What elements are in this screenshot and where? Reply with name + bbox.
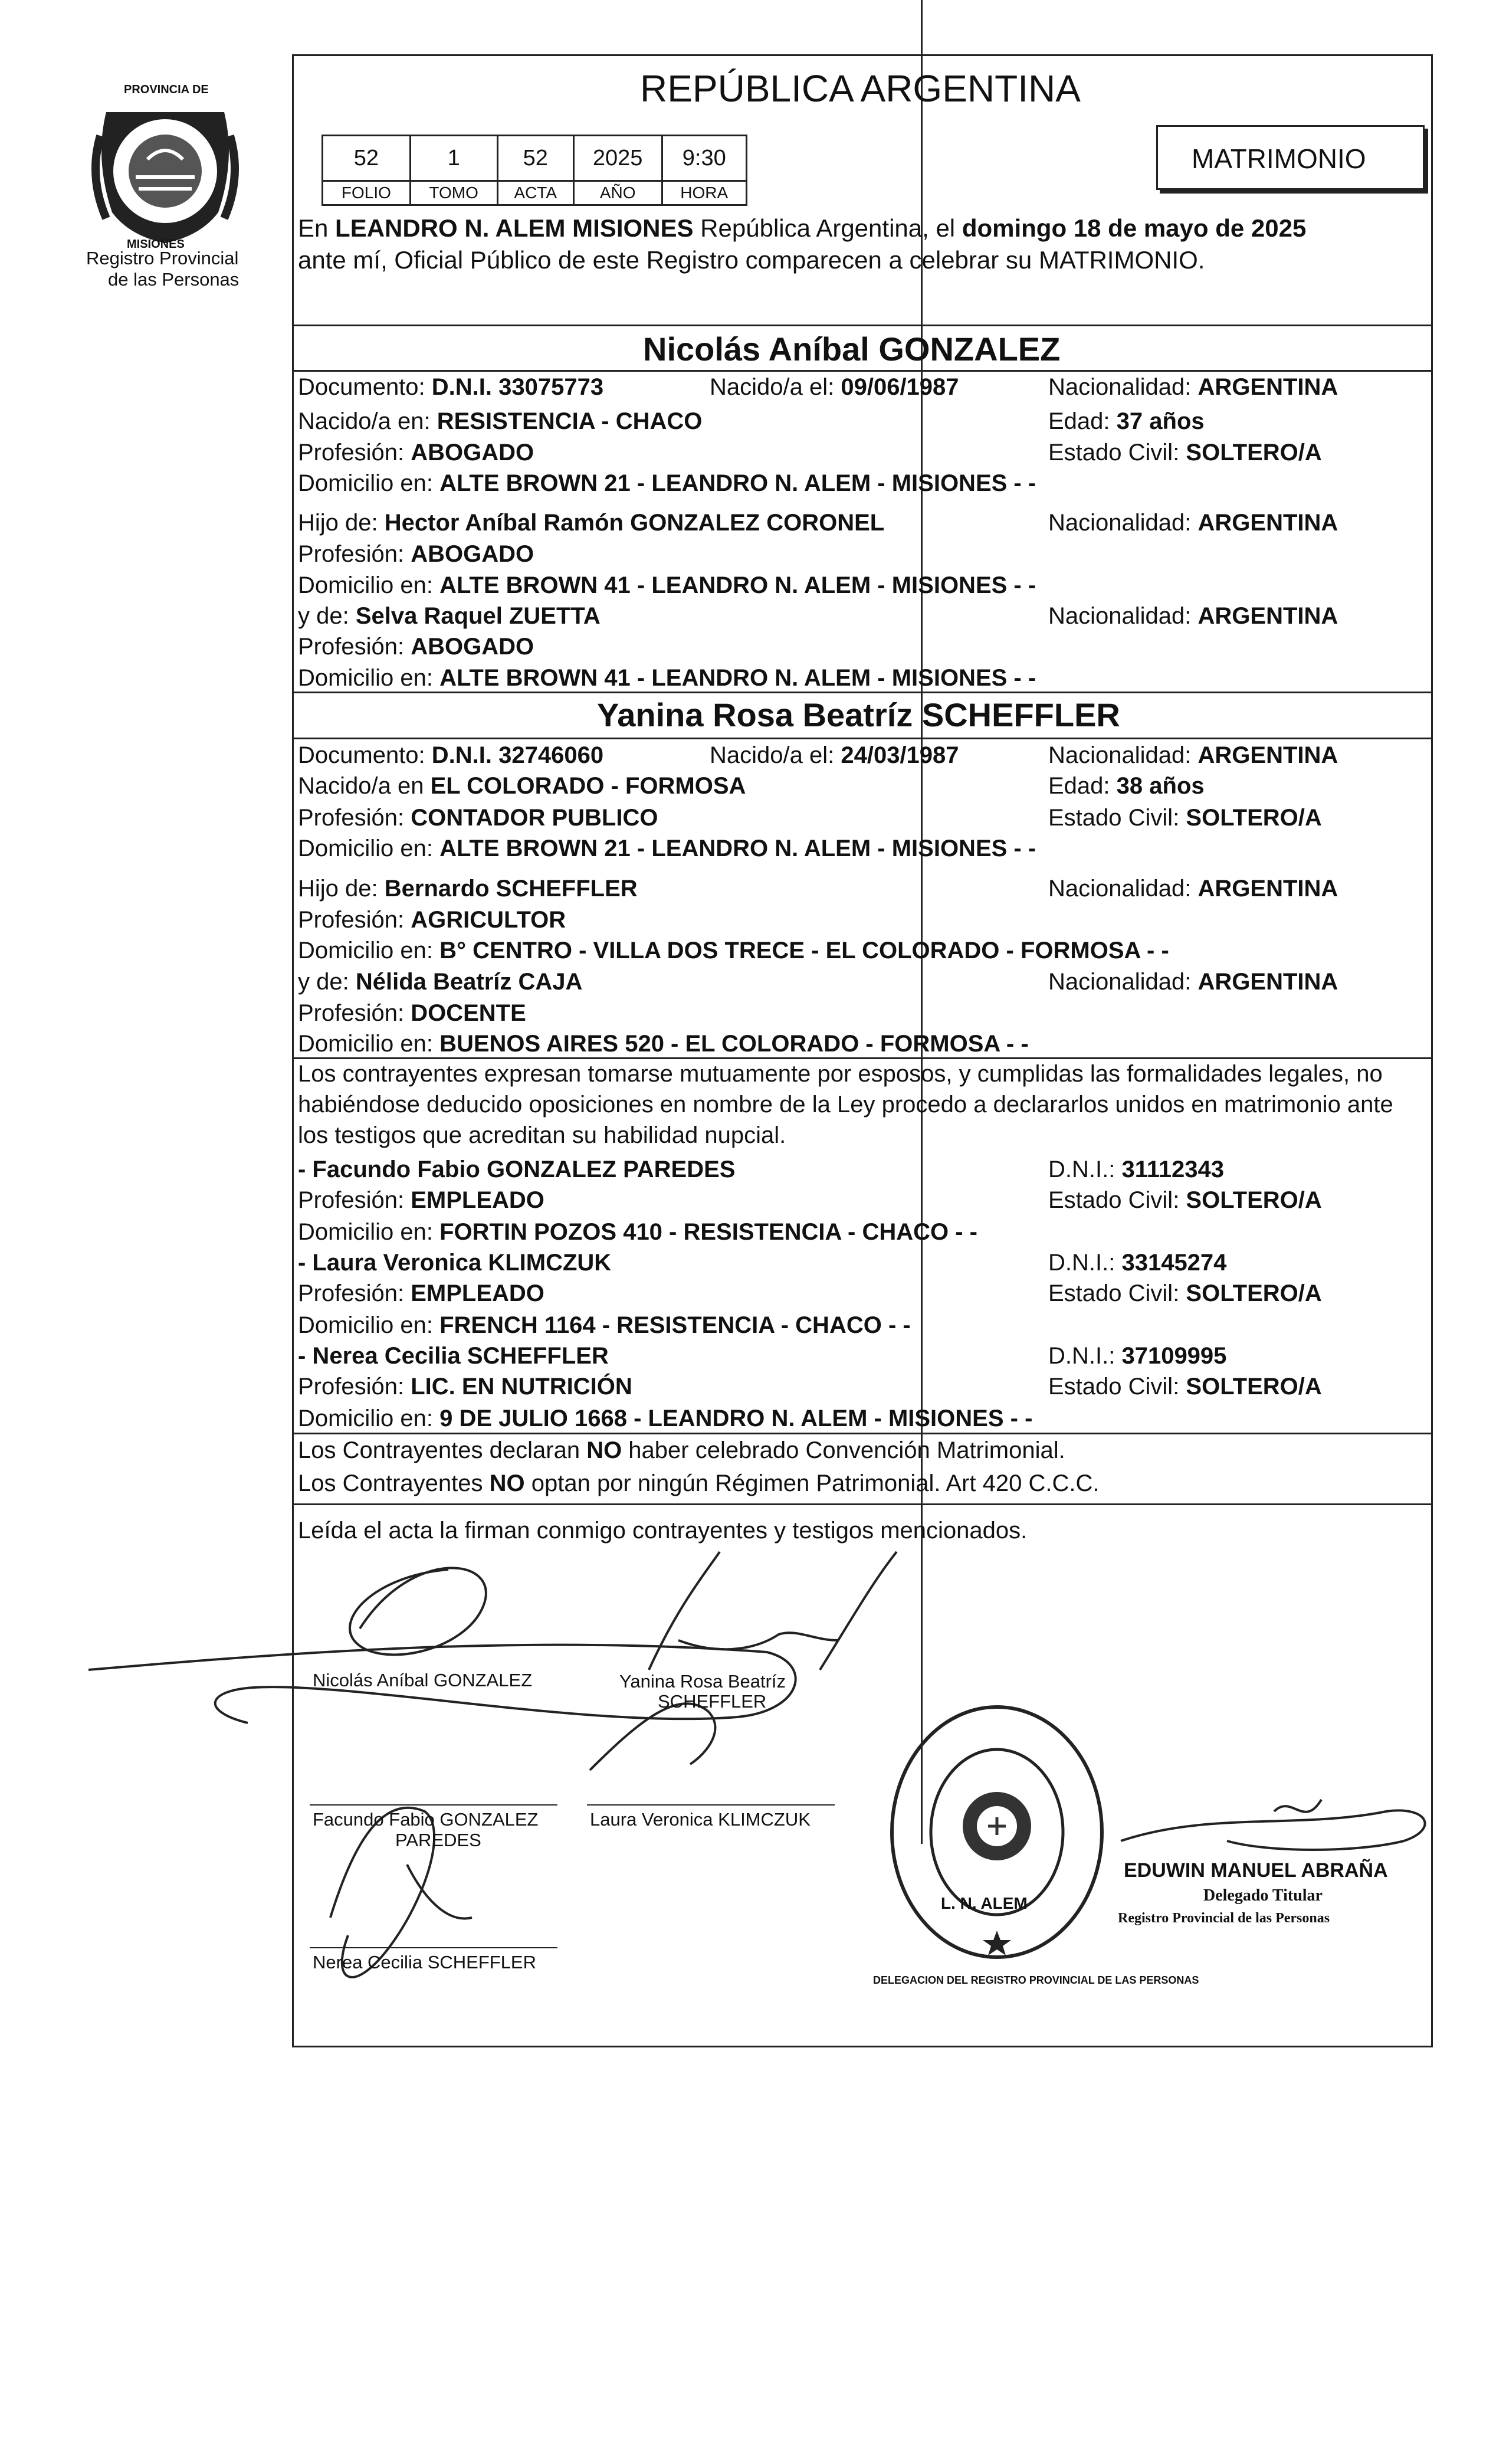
year-value: 2025 [573, 136, 662, 181]
org-name-line1: Registro Provincial [86, 248, 239, 268]
groom-mother-nationality: Nacionalidad: ARGENTINA [1048, 603, 1338, 629]
groom-father-profession: Profesión: ABOGADO [298, 541, 534, 567]
witness-1-name: - Facundo Fabio GONZALEZ PAREDES [298, 1156, 736, 1182]
witness-1-profession: Profesión: EMPLEADO [298, 1187, 544, 1213]
bride-mother-profession: Profesión: DOCENTE [298, 1000, 526, 1026]
groom-father: Hijo de: Hector Aníbal Ramón GONZALEZ CORONEL [298, 510, 885, 536]
bride-document: Documento: D.N.I. 32746060 [298, 742, 604, 768]
signature-label-witness-1-line2: PAREDES [395, 1830, 481, 1850]
declaration-line-1: Los contrayentes expresan tomarse mutuamente por esposos, y cumplidas las formalidades legales, no [298, 1061, 1383, 1087]
bride-nationality: Nacionalidad: ARGENTINA [1048, 742, 1338, 768]
stamp-ring-text: DELEGACION DEL REGISTRO PROVINCIAL DE LAS PERSONAS [873, 1974, 1199, 1986]
groom-profession: Profesión: ABOGADO [298, 440, 534, 466]
divider-bride-top [292, 692, 1433, 693]
groom-address: Domicilio en: ALTE BROWN 21 - LEANDRO N. ALEM - MISIONES - - [298, 470, 1036, 496]
year-label: AÑO [573, 181, 662, 205]
org-name-line2: de las Personas [108, 269, 239, 290]
groom-birthplace: Nacido/a en: RESISTENCIA - CHACO [298, 408, 703, 434]
signature-line-w2 [587, 1804, 835, 1806]
acta-value: 52 [497, 136, 573, 181]
signature-label-groom: Nicolás Aníbal GONZALEZ [313, 1670, 533, 1690]
official-name: EDUWIN MANUEL ABRAÑA [1124, 1859, 1388, 1882]
signature-line-w3 [310, 1947, 557, 1948]
hour-label: HORA [662, 181, 747, 205]
witness-2-dni: D.N.I.: 33145274 [1048, 1250, 1227, 1276]
bride-mother-nationality: Nacionalidad: ARGENTINA [1048, 969, 1338, 995]
seal-emblem-icon [83, 89, 248, 254]
bride-father-profession: Profesión: AGRICULTOR [298, 907, 566, 933]
folio-value: 52 [323, 136, 411, 181]
declaration-line-2: habiéndose deducido oposiciones en nombre de la Ley procedo a declararlos unidos en matrimonio ante [298, 1092, 1393, 1118]
signature-line-w1 [310, 1804, 557, 1806]
seal-text-bottom: MISIONES [127, 238, 185, 251]
witness-3-address: Domicilio en: 9 DE JULIO 1668 - LEANDRO N. ALEM - MISIONES - - [298, 1405, 1033, 1431]
registry-table [321, 135, 747, 206]
tomo-value: 1 [410, 136, 497, 181]
witness-3-name: - Nerea Cecilia SCHEFFLER [298, 1343, 609, 1369]
signature-label-bride-line2: SCHEFFLER [658, 1691, 767, 1712]
groom-mother: y de: Selva Raquel ZUETTA [298, 603, 601, 629]
groom-father-nationality: Nacionalidad: ARGENTINA [1048, 510, 1338, 536]
official-title: Delegado Titular [1203, 1886, 1323, 1905]
groom-mother-profession: Profesión: ABOGADO [298, 634, 534, 660]
bride-mother: y de: Nélida Beatríz CAJA [298, 969, 583, 995]
document-type: MATRIMONIO [1192, 143, 1366, 174]
witness-2-profession: Profesión: EMPLEADO [298, 1280, 544, 1306]
seal-text-top: PROVINCIA DE [124, 83, 209, 96]
divider-groom-name [292, 370, 1433, 372]
bride-address: Domicilio en: ALTE BROWN 21 - LEANDRO N. ALEM - MISIONES - - [298, 835, 1036, 861]
bride-birthplace: Nacido/a en EL COLORADO - FORMOSA [298, 773, 746, 799]
groom-civil-status: Estado Civil: SOLTERO/A [1048, 440, 1322, 466]
bride-profession: Profesión: CONTADOR PUBLICO [298, 805, 658, 831]
signature-label-witness-2: Laura Veronica KLIMCZUK [590, 1809, 811, 1830]
signature-label-witness-3: Nerea Cecilia SCHEFFLER [313, 1952, 536, 1972]
witness-1-civil-status: Estado Civil: SOLTERO/A [1048, 1187, 1322, 1213]
hour-value: 9:30 [662, 136, 747, 181]
country-title: REPÚBLICA ARGENTINA [640, 67, 1081, 110]
witness-3-civil-status: Estado Civil: SOLTERO/A [1048, 1374, 1322, 1400]
witness-3-profession: Profesión: LIC. EN NUTRICIÓN [298, 1374, 632, 1400]
bride-age: Edad: 38 años [1048, 773, 1205, 799]
stamp-emblem-icon [885, 1699, 1109, 1965]
bride-mother-address: Domicilio en: BUENOS AIRES 520 - EL COLORADO - FORMOSA - - [298, 1031, 1029, 1057]
signature-label-bride-line1: Yanina Rosa Beatríz [619, 1671, 786, 1692]
divider-bride-name [292, 738, 1433, 739]
official-org: Registro Provincial de las Personas [1118, 1911, 1330, 1926]
tomo-label: TOMO [410, 181, 497, 205]
groom-birthdate: Nacido/a el: 09/06/1987 [710, 374, 959, 400]
bride-father: Hijo de: Bernardo SCHEFFLER [298, 876, 638, 902]
province-seal-logo [83, 89, 248, 254]
bride-name: Yanina Rosa Beatríz SCHEFFLER [597, 696, 1120, 733]
bride-father-address: Domicilio en: B° CENTRO - VILLA DOS TRECE - EL COLORADO - FORMOSA - - [298, 938, 1169, 964]
witness-3-dni: D.N.I.: 37109995 [1048, 1343, 1227, 1369]
stamp-center-text: L. N. ALEM [941, 1894, 1028, 1912]
intro-line-2: ante mí, Oficial Público de este Registro comparecen a celebrar su MATRIMONIO. [298, 246, 1205, 274]
declaration-line-3: los testigos que acreditan su habilidad nupcial. [298, 1122, 786, 1148]
witness-2-address: Domicilio en: FRENCH 1164 - RESISTENCIA - CHACO - - [298, 1312, 911, 1338]
groom-age: Edad: 37 años [1048, 408, 1205, 434]
divider-groom-top [292, 325, 1433, 326]
acta-label: ACTA [497, 181, 573, 205]
divider-conventions-top [292, 1433, 1433, 1434]
handwritten-signatures [0, 1534, 1506, 2065]
official-round-stamp [885, 1699, 1109, 1965]
groom-document: Documento: D.N.I. 33075773 [298, 374, 604, 400]
folio-label: FOLIO [323, 181, 411, 205]
groom-nationality: Nacionalidad: ARGENTINA [1048, 374, 1338, 400]
groom-father-address: Domicilio en: ALTE BROWN 41 - LEANDRO N. ALEM - MISIONES - - [298, 572, 1036, 598]
convention-line-2: Los Contrayentes NO optan por ningún Régimen Patrimonial. Art 420 C.C.C. [298, 1470, 1100, 1496]
closing-statement: Leída el acta la firman conmigo contrayentes y testigos mencionados. [298, 1518, 1028, 1544]
divider-closing-top [292, 1503, 1433, 1505]
witness-2-civil-status: Estado Civil: SOLTERO/A [1048, 1280, 1322, 1306]
bride-birthdate: Nacido/a el: 24/03/1987 [710, 742, 959, 768]
bride-civil-status: Estado Civil: SOLTERO/A [1048, 805, 1322, 831]
witness-1-dni: D.N.I.: 31112343 [1048, 1156, 1225, 1182]
intro-line-1: En LEANDRO N. ALEM MISIONES República Argentina, el domingo 18 de mayo de 2025 [298, 214, 1307, 242]
witness-1-address: Domicilio en: FORTIN POZOS 410 - RESISTENCIA - CHACO - - [298, 1219, 977, 1245]
bride-father-nationality: Nacionalidad: ARGENTINA [1048, 876, 1338, 902]
signature-label-witness-1-line1: Facundo Fabio GONZALEZ [313, 1809, 539, 1830]
convention-line-1: Los Contrayentes declaran NO haber celebrado Convención Matrimonial. [298, 1437, 1065, 1463]
groom-mother-address: Domicilio en: ALTE BROWN 41 - LEANDRO N. ALEM - MISIONES - - [298, 665, 1036, 691]
witness-2-name: - Laura Veronica KLIMCZUK [298, 1250, 612, 1276]
divider-declaration-top [292, 1057, 1433, 1059]
groom-name: Nicolás Aníbal GONZALEZ [643, 330, 1061, 368]
